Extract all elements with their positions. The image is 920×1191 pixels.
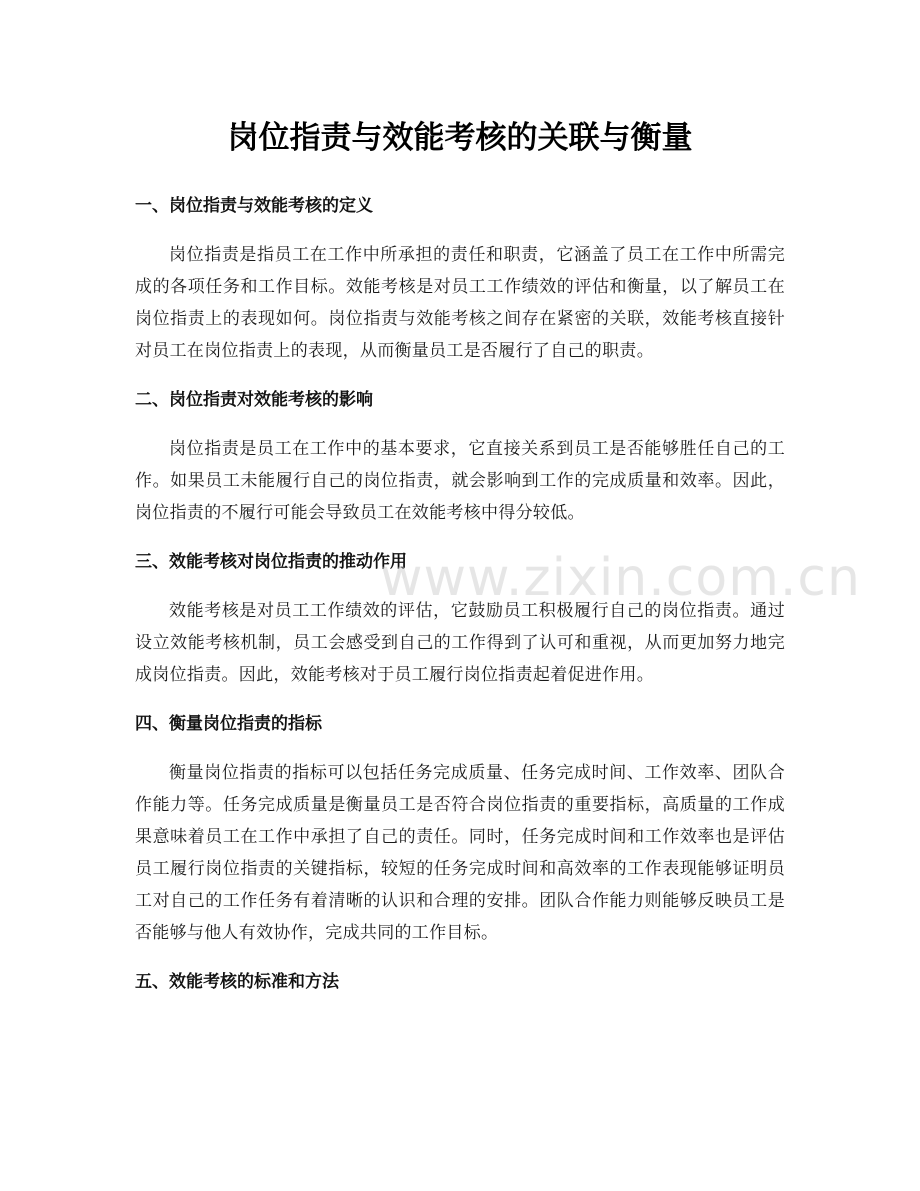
- section-standards: [135, 969, 785, 995]
- section-heading: 二、岗位指责对效能考核的影响: [135, 390, 373, 410]
- section-paragraph: 衡量岗位指责的指标可以包括任务完成质量、任务完成时间、工作效率、团队合作能力等。任务完成质量是衡量员工是否符合岗位指责的重要指标，高质量的工作成果意味着员工在工作中承担了自己的责任。同时，任务完成时间和工作效率也是评估员工履行岗位指责的关键指标，较短的任务完成时间和高效率的工作表现能够证明员工对自己的工作任务有着清晰的认识和合理的安排。团队合作能力则能够反映员工是否能够与他人有效协作，完成共同的工作目标。: [135, 763, 785, 943]
- section-influence: [135, 387, 785, 529]
- section-heading: 三、效能考核对岗位指责的推动作用: [135, 552, 407, 572]
- section-promotion: [135, 549, 785, 691]
- section-heading: 四、衡量岗位指责的指标: [135, 714, 322, 734]
- section-paragraph: 岗位指责是员工在工作中的基本要求，它直接关系到员工是否能够胜任自己的工作。如果员工未能履行自己的岗位指责，就会影响到工作的完成质量和效率。因此，岗位指责的不履行可能会导致员工在效能考核中得分较低。: [135, 439, 785, 523]
- watermark-text: www.zixin.com.cn: [380, 548, 861, 608]
- section-paragraph: 岗位指责是指员工在工作中所承担的责任和职责，它涵盖了员工在工作中所需完成的各项任务和工作目标。效能考核是对员工工作绩效的评估和衡量，以了解员工在岗位指责上的表现如何。岗位指责与效能考核之间存在紧密的关联，效能考核直接针对员工在岗位指责上的表现，从而衡量员工是否履行了自己的职责。: [135, 245, 785, 361]
- section-paragraph: 效能考核是对员工工作绩效的评估，它鼓励员工积极履行自己的岗位指责。通过设立效能考核机制，员工会感受到自己的工作得到了认可和重视，从而更加努力地完成岗位指责。因此，效能考核对于员工履行岗位指责起着促进作用。: [135, 601, 785, 685]
- page-title: 岗位指责与效能考核的关联与衡量: [227, 120, 693, 156]
- section-indicators: [135, 711, 785, 949]
- section-definition: [135, 193, 785, 367]
- section-heading: 五、效能考核的标准和方法: [135, 972, 339, 992]
- section-heading: 一、岗位指责与效能考核的定义: [135, 196, 373, 216]
